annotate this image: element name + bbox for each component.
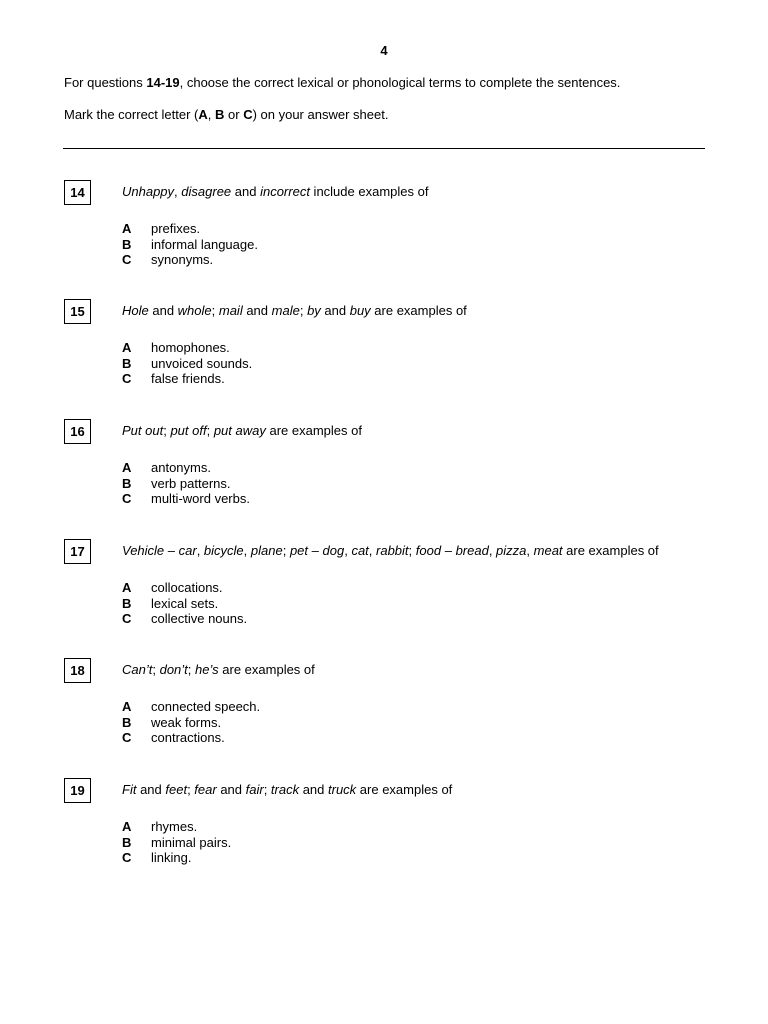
option-letter: A (122, 340, 132, 355)
text-run: For questions (64, 75, 147, 90)
option-letter: C (122, 252, 132, 267)
answer-option (122, 850, 231, 866)
text-run: and (231, 184, 261, 199)
answer-option (122, 237, 258, 253)
answer-option (122, 221, 258, 237)
option-text: homophones. (151, 340, 230, 355)
option-text: rhymes. (151, 819, 198, 834)
option-letter: B (122, 355, 132, 371)
option-text: linking. (151, 850, 192, 865)
text-run: ; (211, 303, 219, 318)
option-text: minimal pairs. (151, 834, 232, 850)
text-run: and (299, 782, 329, 797)
italic-term: he’s (195, 662, 219, 677)
text-run: include examples of (309, 184, 429, 199)
instruction-line-2 (64, 107, 388, 123)
text-run: ; (187, 662, 196, 677)
option-letter: B (122, 236, 132, 252)
italic-term: dog (322, 543, 345, 558)
option-text: unvoiced sounds. (151, 355, 253, 371)
question-number-box: 18 (64, 658, 91, 683)
option-text: verb patterns. (151, 475, 231, 491)
italic-term: mail (218, 303, 243, 318)
answer-option (122, 580, 247, 596)
answer-option (122, 730, 260, 746)
option-letter: B (122, 834, 132, 850)
text-run: ; (408, 543, 416, 558)
option-text: weak forms. (151, 714, 222, 730)
option-letter: A (122, 580, 132, 595)
answer-options (122, 699, 260, 746)
italic-term: car (178, 543, 197, 558)
answer-options (122, 460, 250, 507)
answer-option (122, 699, 260, 715)
option-text: informal language. (151, 236, 258, 252)
answer-option (122, 715, 260, 731)
text-run: – (308, 543, 323, 558)
italic-term: pizza (496, 543, 527, 558)
option-letter: A (122, 819, 132, 834)
option-text: false friends. (151, 371, 225, 386)
italic-term: put away (213, 423, 266, 438)
answer-option (122, 371, 252, 387)
answer-option (122, 356, 252, 372)
italic-term: Hole (122, 303, 149, 318)
option-letter: C (122, 371, 132, 386)
option-letter: B (122, 595, 132, 611)
divider-rule (63, 148, 705, 149)
italic-term: put off (170, 423, 207, 438)
text-run: – (441, 543, 456, 558)
answer-option (122, 491, 250, 507)
italic-term: cat (351, 543, 369, 558)
italic-term: plane (250, 543, 283, 558)
italic-term: fair (245, 782, 264, 797)
italic-term: meat (533, 543, 563, 558)
italic-term: buy (349, 303, 371, 318)
text-run: – (164, 543, 179, 558)
bold-text: 14-19 (146, 75, 180, 90)
italic-term: Put out (122, 423, 164, 438)
text-run: and (242, 303, 272, 318)
question-stem (122, 543, 659, 559)
answer-option (122, 476, 250, 492)
text-run: , (488, 543, 497, 558)
option-text: antonyms. (151, 460, 211, 475)
text-run: are examples of (370, 303, 467, 318)
text-run: , (243, 543, 251, 558)
italic-term: Fit (122, 782, 137, 797)
answer-option (122, 340, 252, 356)
option-text: prefixes. (151, 221, 201, 236)
answer-option (122, 819, 231, 835)
answer-options (122, 340, 252, 387)
question-number-box: 15 (64, 299, 91, 324)
text-run: ; (282, 543, 290, 558)
text-run: and (320, 303, 350, 318)
italic-term: truck (328, 782, 357, 797)
option-text: lexical sets. (151, 595, 219, 611)
option-letter: C (122, 730, 132, 745)
italic-term: Vehicle (122, 543, 165, 558)
option-letter: B (122, 714, 132, 730)
italic-term: disagree (181, 184, 232, 199)
option-text: contractions. (151, 730, 225, 745)
bold-text: B (215, 107, 225, 122)
text-run: , (196, 543, 204, 558)
italic-term: male (271, 303, 300, 318)
italic-term: feet (165, 782, 188, 797)
option-letter: A (122, 699, 132, 714)
text-run: ; (299, 303, 308, 318)
text-run: Mark the correct letter ( (64, 107, 199, 122)
italic-term: track (270, 782, 300, 797)
text-run: ; (152, 662, 160, 677)
text-run: ; (263, 782, 271, 797)
text-run: and (216, 782, 246, 797)
question-number-box: 14 (64, 180, 91, 205)
bold-text: C (243, 107, 253, 122)
answer-options (122, 819, 231, 866)
italic-term: Can’t (122, 662, 153, 677)
option-text: multi-word verbs. (151, 491, 250, 506)
italic-term: rabbit (376, 543, 409, 558)
option-letter: A (122, 221, 132, 236)
option-letter: B (122, 475, 132, 491)
question-stem (122, 662, 315, 678)
option-text: collocations. (151, 580, 223, 595)
text-run: are examples of (265, 423, 362, 438)
question-number-box: 16 (64, 419, 91, 444)
text-run: are examples of (218, 662, 315, 677)
question-number-box: 19 (64, 778, 91, 803)
answer-option (122, 460, 250, 476)
question-stem (122, 303, 467, 319)
text-run: are examples of (562, 543, 659, 558)
italic-term: bicycle (203, 543, 244, 558)
question-stem (122, 184, 428, 200)
text-run: ; (206, 423, 214, 438)
question-stem (122, 782, 452, 798)
text-run: , choose the correct lexical or phonological terms to complete the sentences. (179, 75, 621, 90)
instruction-line-1 (64, 75, 620, 91)
answer-options (122, 580, 247, 627)
option-text: synonyms. (151, 252, 214, 267)
answer-option (122, 611, 247, 627)
text-run: or (224, 107, 244, 122)
bold-text: A (198, 107, 208, 122)
option-letter: C (122, 850, 132, 865)
option-text: collective nouns. (151, 611, 248, 626)
text-run: , (368, 543, 377, 558)
question-stem (122, 423, 362, 439)
page-number: 4 (380, 43, 388, 58)
italic-term: whole (177, 303, 212, 318)
text-run: ) on your answer sheet. (252, 107, 389, 122)
italic-term: food (415, 543, 442, 558)
italic-term: fear (194, 782, 217, 797)
italic-term: pet (289, 543, 309, 558)
italic-term: incorrect (260, 184, 310, 199)
text-run: , (526, 543, 534, 558)
italic-term: don’t (159, 662, 188, 677)
text-run: ; (163, 423, 171, 438)
option-letter: C (122, 491, 132, 506)
text-run: , (174, 184, 182, 199)
answer-option (122, 596, 247, 612)
option-letter: C (122, 611, 132, 626)
italic-term: by (307, 303, 321, 318)
answer-option (122, 835, 231, 851)
question-number-box: 17 (64, 539, 91, 564)
text-run: and (148, 303, 178, 318)
text-run: ; (187, 782, 195, 797)
answer-options (122, 221, 258, 268)
answer-option (122, 252, 258, 268)
option-letter: A (122, 460, 132, 475)
italic-term: bread (455, 543, 489, 558)
option-text: connected speech. (151, 699, 261, 714)
text-run: and (136, 782, 166, 797)
text-run: , (344, 543, 352, 558)
italic-term: Unhappy (122, 184, 175, 199)
text-run: , (207, 107, 215, 122)
text-run: are examples of (356, 782, 453, 797)
